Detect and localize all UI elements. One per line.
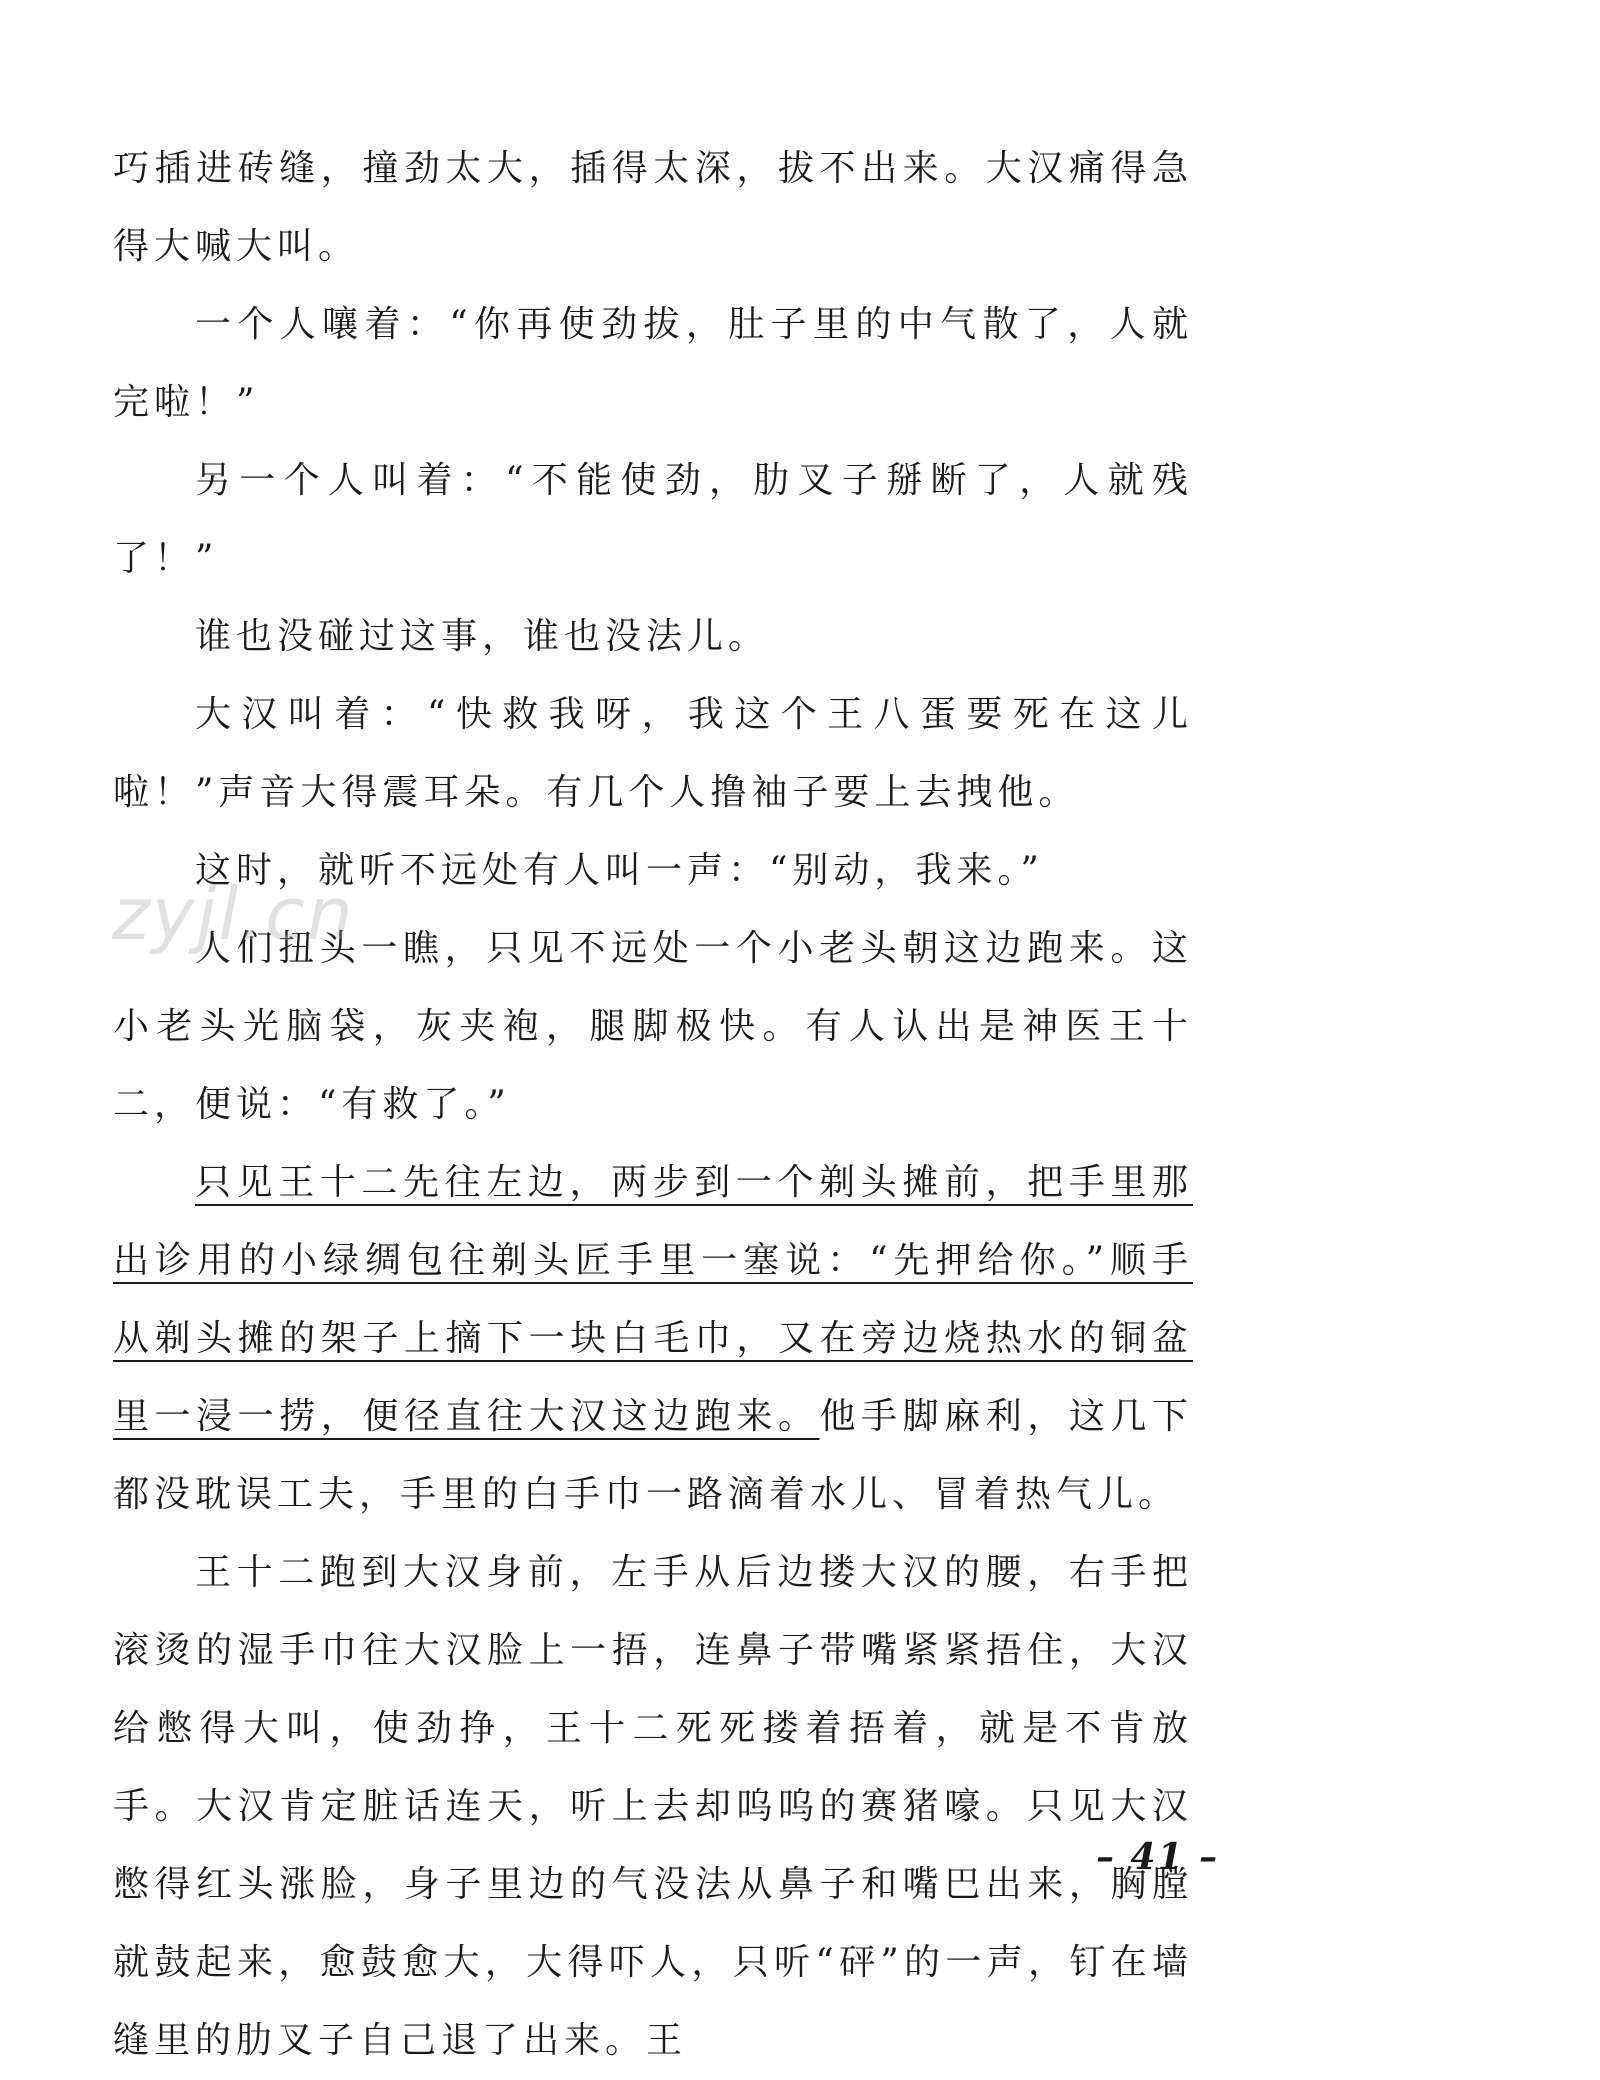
- paragraph-8: [113, 1144, 1193, 1534]
- paragraph-9: 王十二跑到大汉身前，左手从后边搂大汉的腰，右手把滚烫的湿手巾往大汉脸上一捂，连鼻子带嘴紧紧捂住，大汉给憋得大叫，使劲挣，王十二死死搂着捂着，就是不肯放手。大汉肯定脏话连天，听上去却呜呜的赛猪嚎。只见大汉憋得红头涨脸，身子里边的气没法从鼻子和嘴巴出来，胸膛就鼓起来，愈鼓愈大，大得吓人，只听“砰”的一声，钉在墙缝里的肋叉子自己退了出来。王: [113, 1552, 1193, 2061]
- paragraph-6: 这时，就听不远处有人叫一声：“别动，我来。”: [195, 850, 1044, 891]
- watermark: zyjl.cn: [112, 872, 355, 956]
- paragraph-8-rest: 他手脚麻利，这几下都没耽误工夫，手里的白手巾一路滴着水儿、冒着热气儿。: [113, 1396, 1193, 1515]
- page-number: – 41 –: [1096, 1836, 1220, 1878]
- paragraph-2: 一个人嚷着：“你再使劲拔，肚子里的中气散了，人就完啦！”: [113, 304, 1193, 423]
- paragraph-7: 人们扭头一瞧，只见不远处一个小老头朝这边跑来。这小老头光脑袋，灰夹袍，腿脚极快。有人认出是神医王十二，便说：“有救了。”: [113, 928, 1193, 1125]
- paragraph-4: 谁也没碰过这事，谁也没法儿。: [195, 616, 770, 657]
- paragraph-1: 巧插进砖缝，撞劲太大，插得太深，拔不出来。大汉痛得急得大喊大叫。: [113, 148, 1193, 267]
- underlined-passage: 只见王十二先往左边，两步到一个剃头摊前，把手里那出诊用的小绿绸包往剃头匠手里一塞说：“先押给你。”顺手从剃头摊的架子上摘下一块白毛巾，又在旁边烧热水的铜盆里一浸一捞，便径直往大汉这边跑来。: [113, 1162, 1193, 1437]
- body-text: [113, 130, 1193, 2080]
- paragraph-5: 大汉叫着：“快救我呀，我这个王八蛋要死在这儿啦！”声音大得震耳朵。有几个人撸袖子要上去拽他。: [113, 694, 1193, 813]
- paragraph-3: 另一个人叫着：“不能使劲，肋叉子掰断了，人就残了！”: [113, 460, 1193, 579]
